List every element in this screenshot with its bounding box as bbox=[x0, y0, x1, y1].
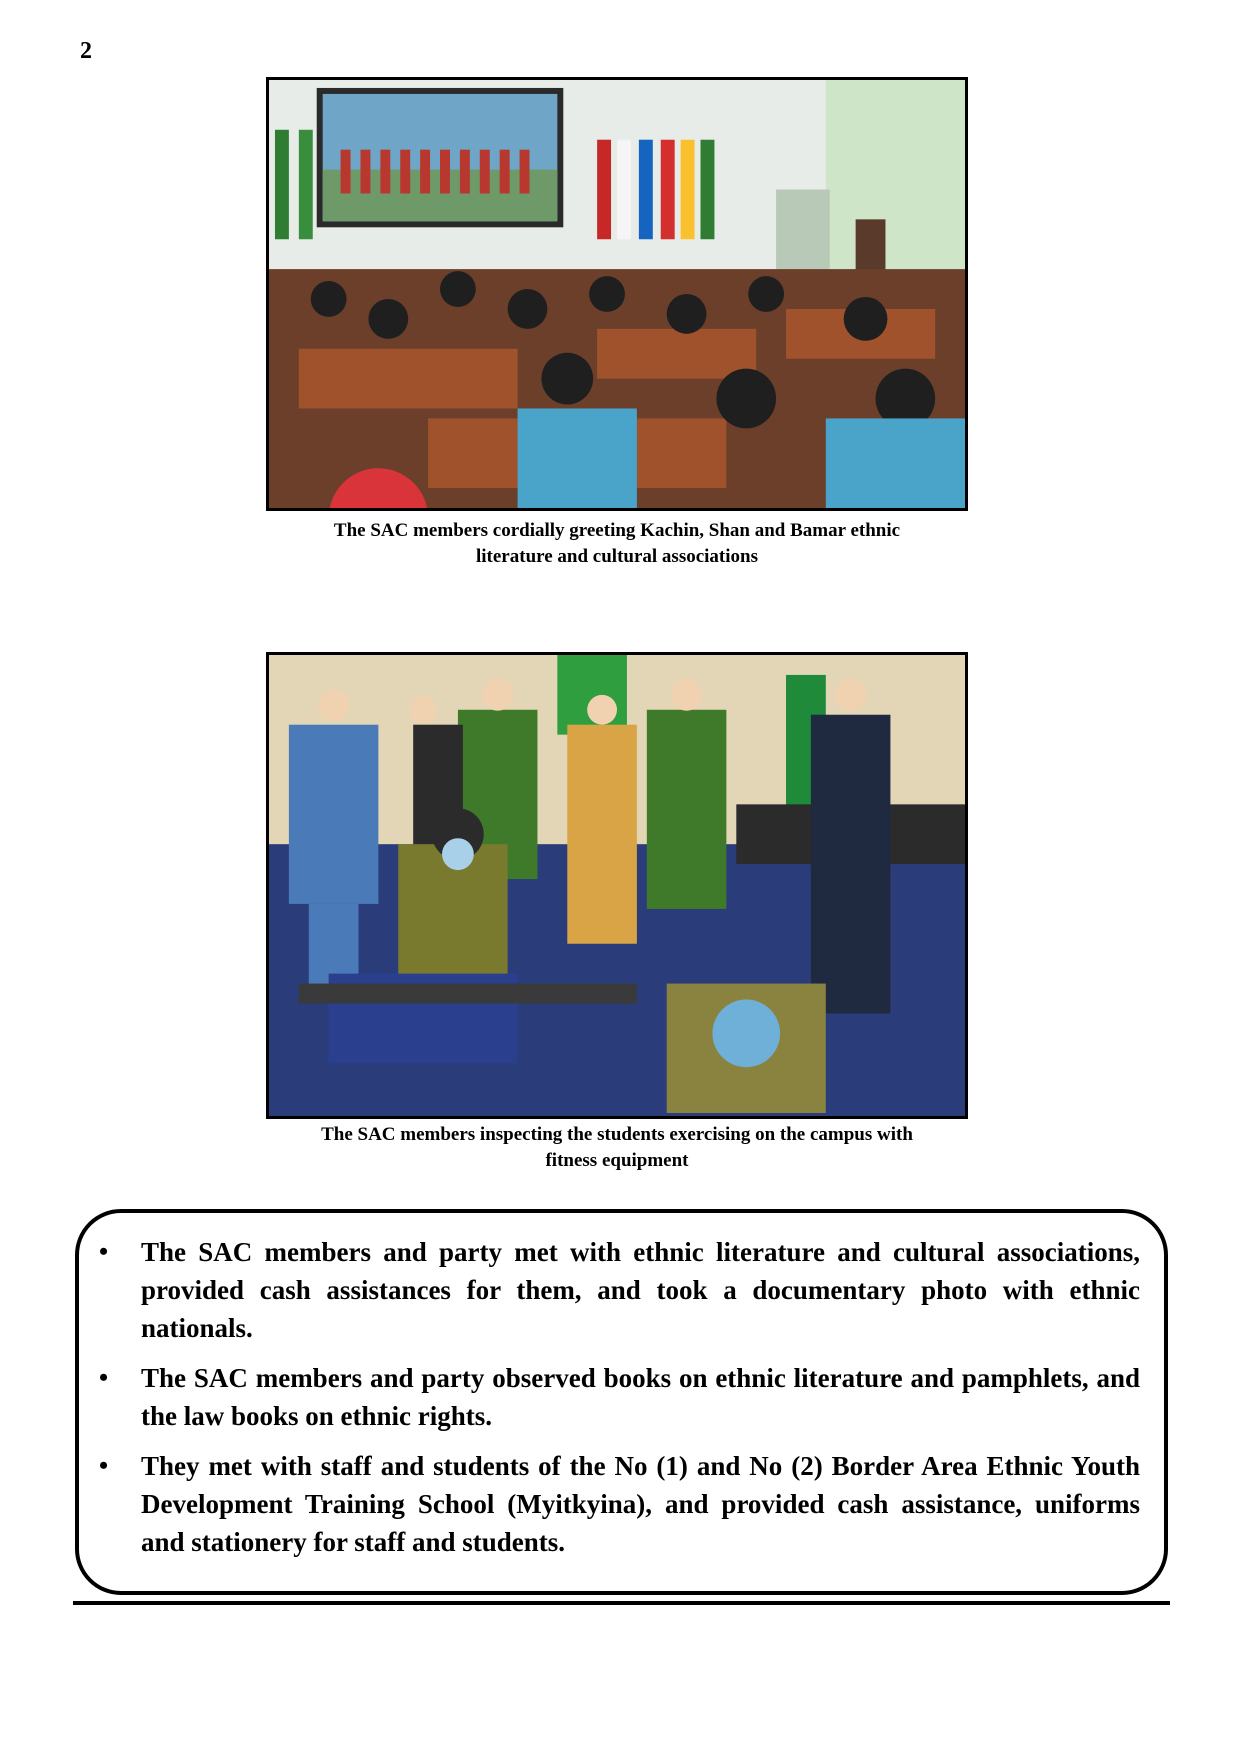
bullet-icon: • bbox=[99, 1237, 109, 1266]
meeting-hall-photo bbox=[266, 77, 968, 511]
photo-1-caption-line-2: literature and cultural associations bbox=[475, 546, 758, 567]
summary-list bbox=[79, 1213, 1164, 1561]
summary-item-text: The SAC members and party met with ethnic literature and cultural associations, provided cash assistances for them, and took a documentary photo with ethnic nationals. bbox=[141, 1237, 1140, 1343]
bottom-rule bbox=[73, 1601, 1170, 1605]
summary-item bbox=[99, 1447, 1140, 1561]
photo-2-caption-line-1: The SAC members inspecting the students exercising on the campus with bbox=[321, 1124, 913, 1145]
bullet-icon: • bbox=[99, 1363, 109, 1392]
summary-box bbox=[75, 1209, 1168, 1595]
fitness-inspection-photo bbox=[266, 652, 968, 1119]
photo-2-caption-line-2: fitness equipment bbox=[545, 1150, 689, 1171]
summary-item bbox=[99, 1359, 1140, 1435]
photo-1-caption-line-1: The SAC members cordially greeting Kachin, Shan and Bamar ethnic bbox=[333, 520, 901, 541]
photo-1-caption bbox=[240, 518, 994, 570]
page-number: 2 bbox=[80, 38, 92, 64]
summary-item-text: The SAC members and party observed books on ethnic literature and pamphlets, and the law books on ethnic rights. bbox=[141, 1363, 1140, 1431]
summary-item-text: They met with staff and students of the No (1) and No (2) Border Area Ethnic Youth Development Training School (Myitkyina), and provided cash assistance, uniforms and stationery for staff and students. bbox=[141, 1451, 1140, 1557]
bullet-icon: • bbox=[99, 1451, 109, 1480]
summary-item bbox=[99, 1233, 1140, 1347]
photo-2-caption bbox=[240, 1122, 994, 1174]
